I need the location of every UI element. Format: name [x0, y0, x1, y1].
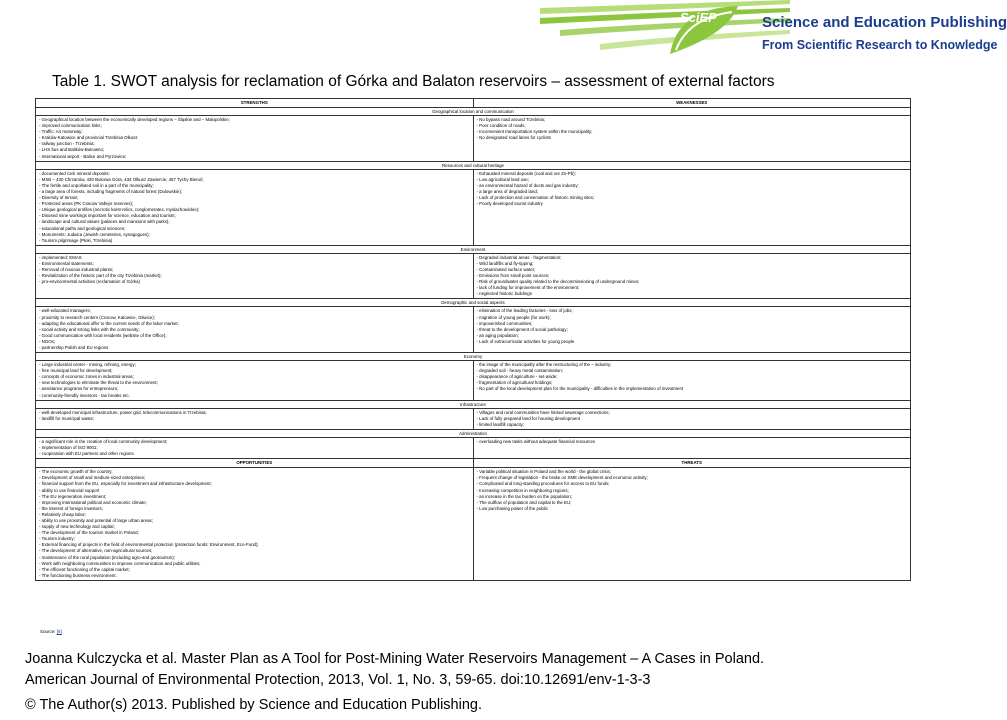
swot-section — [36, 299, 910, 353]
citation — [25, 649, 764, 691]
list-item: - Development of small and medium-sized enterprises; — [39, 475, 146, 481]
section-opportunities-threats — [36, 468, 910, 580]
list-item: - MSB – 430 Chrzanów, 430 Bukowa Góra, 434 Olkusz Zawiercie, 457 Tychy Bieruń; — [39, 176, 204, 182]
list-item: - threat to the development of social pathology; — [476, 326, 568, 332]
swot-table — [35, 98, 911, 581]
list-item: - Lack of fully prepared land for housing development — [476, 415, 580, 421]
list-item: - Increasing competition in neighboring regions; — [476, 487, 569, 493]
list-item: - limited landfill capacity; — [476, 421, 525, 427]
copyright-notice: © The Author(s) 2013. Published by Science and Education Publishing. — [25, 697, 482, 713]
section-title: Infrastructure — [36, 401, 910, 409]
source-label: Source: — [40, 629, 56, 634]
list-item: - No designated road lanes for cyclists — [476, 135, 551, 141]
strengths-cell — [36, 409, 473, 429]
list-item: - Tourism pilgrimage (Płoki, Trzebinia) — [39, 237, 113, 243]
table-header-row — [36, 99, 910, 108]
list-item: - cooperation with EU partners and other regions — [39, 451, 134, 457]
swot-section — [36, 401, 910, 430]
list-item: - Good communication with local residents (website of the Office); — [39, 332, 167, 338]
list-item: - overloading new tasks without adequate financial resources — [476, 438, 596, 444]
citation-line-2: American Journal of Environmental Protection, 2013, Vol. 1, No. 3, 59-65. doi:10.12691/env-1-3-3 — [25, 672, 651, 688]
list-item: - The economic growth of the country; — [39, 469, 113, 475]
list-item: - Low agricultural land use; — [476, 176, 529, 182]
list-item: - Risk of groundwater quality related to the decommissioning of underground mines; — [476, 279, 640, 285]
list-item: - NGOs; — [39, 338, 56, 344]
list-item: - Disused mine workings important for science, education and tourism; — [39, 213, 176, 219]
list-item: - Protected areas (PK Cracow Valleys reserves); — [39, 201, 134, 207]
weaknesses-cell — [473, 170, 911, 245]
weaknesses-cell — [473, 116, 911, 161]
list-item: - well-developed municipal infrastructure, power grid, telecommunications in Trzebinia; — [39, 409, 207, 415]
table-title: Table 1. SWOT analysis for reclamation of Górka and Balaton reservoirs – assessment of external factors — [52, 73, 775, 90]
weaknesses-cell — [473, 307, 911, 352]
list-item: - The EU regeneration investment; — [39, 493, 107, 499]
header-strengths: STRENGTHS — [240, 100, 268, 105]
list-item: - degraded soil - heavy metal contamination; — [476, 368, 563, 374]
list-item: - Improving international political and economic climate; — [39, 499, 147, 505]
list-item: - an increase in the tax burden on the population; — [476, 493, 572, 499]
list-item: - Complicated and long-standing procedures for access to EU funds; — [476, 481, 610, 487]
weaknesses-cell — [473, 438, 911, 458]
list-item: - Emissions from small point sources; — [476, 273, 550, 279]
list-item: - the interest of foreign investors; — [39, 505, 103, 511]
list-item: - well-educated managers; — [39, 308, 91, 314]
list-item: - concepts of economic zones in industrial areas; — [39, 374, 134, 380]
swot-section — [36, 162, 910, 246]
list-item: - lack of funding for improvement of the environment; — [476, 285, 580, 291]
list-item: - free municipal land for development; — [39, 368, 113, 374]
list-item: - No bypass road around Trzebinia; — [476, 117, 546, 122]
citation-line-1: Joanna Kulczycka et al. Master Plan as A Tool for Post-Mining Water Reservoirs Management – A Cases in Poland. — [25, 651, 765, 667]
sciep-logo-icon — [668, 4, 748, 60]
swot-section — [36, 246, 910, 300]
list-item: - adapting the educational offer to the current needs of the labor market; — [39, 320, 179, 326]
list-item: - Removal of noxious industrial plants; — [39, 266, 114, 272]
list-item: - an environmental hazard of ducts and gas industry; — [476, 182, 579, 188]
list-item: - improved communication links; — [39, 123, 102, 129]
list-item: - migration of young people (for work); — [476, 314, 551, 320]
list-item: - the image of the municipality after the restructuring of the – industry; — [476, 362, 612, 368]
list-item: - maintenance of the rural population (including agro-and geotourism); — [39, 554, 175, 560]
strengths-cell — [36, 116, 473, 161]
logo-badge-text: SciEP — [680, 10, 717, 25]
list-item: - LHS bus and Balików-Bukowno; — [39, 147, 105, 153]
list-item: - an aging population; — [476, 332, 519, 338]
list-item: - Low purchasing power of the public — [476, 505, 549, 511]
section-title: Geographical location and communication — [36, 108, 910, 116]
brand-subtitle: From Scientific Research to Knowledge — [762, 38, 998, 52]
list-item: - proximity to research centers (Cracow, Katowice, Gliwice); — [39, 314, 155, 320]
list-item: - The efficient functioning of the capital market; — [39, 566, 130, 572]
list-item: - Poor condition of roads; — [476, 123, 526, 129]
list-item: - External financing of projects in the field of environmental protection (protection funds: Environment, Eco-Fund); — [39, 542, 259, 548]
list-item: - documented rock mineral deposits: — [39, 170, 110, 176]
section-title: Demographic and social aspects — [36, 299, 910, 307]
list-item: - Relatively cheap labor; — [39, 511, 87, 517]
banner-stripes-graphic — [540, 0, 790, 66]
weaknesses-cell — [473, 254, 911, 299]
list-item: - railway junction - Trzebinia; — [39, 141, 95, 147]
list-item: - The outflow of population and capital to the EU; — [476, 499, 572, 505]
section-title: Economy — [36, 353, 910, 361]
list-item: - supply of new technology and capital; — [39, 524, 115, 530]
list-item: - Large industrial center - mining, refining, energy; — [39, 362, 136, 368]
list-item: - social activity and strong links with the community; — [39, 326, 140, 332]
list-item: - Revitalization of the historic part of the city Trzebinia (market); — [39, 273, 162, 279]
strengths-cell — [36, 254, 473, 299]
list-item: - a large area of forests, including fragments of natural forest (Dulowskie); — [39, 188, 183, 194]
list-item: - Variable political situation in Poland and the world - the global crisis; — [476, 469, 611, 475]
list-item: - ability to use financial support — [39, 487, 100, 493]
publisher-banner — [540, 0, 1007, 66]
list-item: - The development of alternative, non-agricultural sources; — [39, 548, 153, 554]
strengths-cell — [36, 438, 473, 458]
list-item: - The development of the tourism market in Poland; — [39, 530, 139, 536]
header-opportunities: OPPORTUNITIES — [236, 460, 273, 466]
list-item: - Wild landfills and fly-tipping; — [476, 260, 534, 266]
list-item: - community-friendly investors - tax breaks etc. — [39, 392, 130, 398]
list-item: - pro-environmental activities (reclamation of Górka) — [39, 279, 141, 285]
opportunities-column — [36, 468, 473, 580]
list-item: - Tourism industry; — [39, 536, 75, 542]
source-reference-link[interactable]: [8] — [56, 629, 62, 634]
list-item: - impoverished communities; — [476, 320, 533, 326]
list-item: - partnership Polish and EU regions — [39, 345, 109, 350]
weaknesses-cell — [473, 409, 911, 429]
list-item: - Traffic: A4 motorway; — [39, 129, 83, 135]
list-item: - Frequent change of legislation - the brake on SME development and economic activity; — [476, 475, 648, 481]
threats-column — [473, 468, 911, 580]
list-item: - Work with neighboring communities to improve communication and public utilities; — [39, 560, 201, 566]
list-item: - fragmentation of agricultural holdings; — [476, 380, 553, 386]
list-item: - Villages and rural communities have limited sewerage connections; — [476, 409, 610, 415]
list-item: - implemented: EMAS — [39, 254, 82, 260]
list-item: - Implementation of ISO 9001; — [39, 445, 98, 451]
list-item: - ability to use proximity and potential of large urban areas; — [39, 517, 153, 523]
swot-section — [36, 108, 910, 162]
list-item: - Poorly developed tourist industry — [476, 201, 543, 207]
list-item: - Monuments: Judaica (Jewish cemeteries, synagogues); — [39, 231, 150, 237]
header-threats: THREATS — [473, 459, 911, 467]
list-item: - educational paths and geological sciences; — [39, 225, 126, 231]
section-title: Resources and cultural heritage — [36, 162, 910, 170]
list-item: - neglected historic buildings — [476, 291, 532, 297]
list-item: - financial support from the EU, especially for investment and infrastructure development; — [39, 481, 212, 487]
list-item: - No part of the local development plan for the municipality - difficulties in the implementation of investment — [476, 386, 684, 392]
strengths-cell — [36, 307, 473, 352]
list-item: - landfill for municipal waste; — [39, 415, 95, 421]
list-item: - Degraded industrial areas - fragmentation; — [476, 254, 562, 260]
list-item: - Lack of extracurricular activities for young people — [476, 338, 575, 344]
list-item: - assistance programs for entrepreneurs; — [39, 386, 119, 392]
list-item: - Geographical location between the economically developed regions – Śląskie and – Małopolskie; — [39, 117, 230, 122]
list-item: - Diversity of terrain; — [39, 195, 79, 201]
header-weaknesses: WEAKNESSES — [473, 99, 911, 107]
list-item: - Unique geological profiles (necrotic karst-relics, conglomerates, myslachowickie); — [39, 207, 200, 213]
list-item: - Lack of protection and conservation of historic mining sites; — [476, 195, 595, 201]
strengths-cell — [36, 170, 473, 245]
list-item: - The fertile and unpolluted soil in a part of the municipality; — [39, 182, 154, 188]
list-item: - International airport - Balice and Pyrzowice; — [39, 153, 127, 159]
list-item: - disappearance of agriculture - set-aside; — [476, 374, 558, 380]
list-item: - Kraków-Katowice and provincial Trzebinia Olkusz — [39, 135, 138, 141]
list-item: - Inconvenient transportation system within the municipality; — [476, 129, 593, 135]
table-source — [40, 629, 62, 634]
section-title: Environment — [36, 246, 910, 254]
swot-section — [36, 353, 910, 401]
table-header-row-bottom — [36, 459, 910, 468]
list-item: - The functioning business environment. — [39, 572, 117, 578]
list-item: - a significant role in the creation of local community development; — [39, 438, 168, 444]
brand-title: Science and Education Publishing — [762, 14, 1007, 31]
swot-section — [36, 430, 910, 459]
list-item: - a large area of degraded land; — [476, 188, 539, 194]
list-item: - new technologies to eliminate the threat to the environment; — [39, 380, 158, 386]
strengths-cell — [36, 361, 473, 400]
weaknesses-cell — [473, 361, 911, 400]
list-item: - Contaminated surface water; — [476, 266, 536, 272]
list-item: - elimination of the leading factories - loss of jobs; — [476, 308, 573, 314]
list-item: - Environmental statements; — [39, 260, 94, 266]
section-title: Administration — [36, 430, 910, 438]
list-item: - landscape and cultural values (palaces and mansions with parks); — [39, 219, 170, 225]
list-item: - Exhausted mineral deposits (coal and ore Zn-Pb); — [476, 170, 576, 176]
